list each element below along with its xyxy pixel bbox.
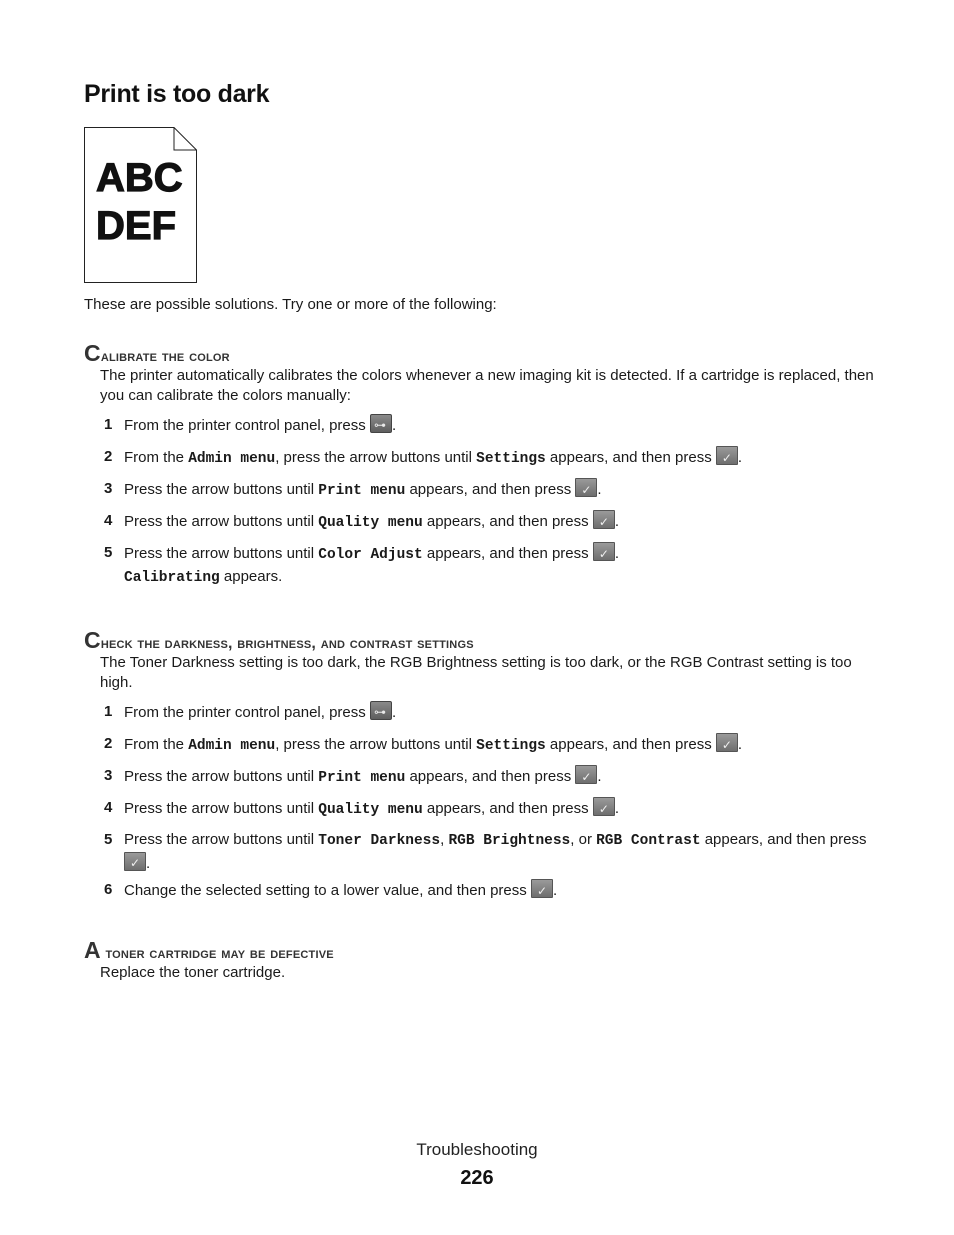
step-item: 4 Press the arrow buttons until Quality menu appears, and then press ✓ .	[84, 797, 884, 829]
step-list	[84, 701, 884, 911]
step-item: 1 From the printer control panel, press ⊶ .	[84, 701, 884, 733]
page-title: Print is too dark	[84, 80, 270, 108]
section-description: The Toner Darkness setting is too dark, the RGB Brightness setting is too dark, or the RGB Contrast setting is too high.	[100, 654, 852, 691]
step-item: 1 From the printer control panel, press ⊶ .	[84, 414, 884, 446]
section-description: The printer automatically calibrates the colors whenever a new imaging kit is detected. If a cartridge is replaced, then you can calibrate the colors manually:	[100, 367, 874, 404]
section-title: Check the darkness, brightness, and contrast settings	[84, 627, 474, 653]
calibrating-result: Calibrating appears.	[124, 568, 283, 586]
section-check-settings	[84, 627, 884, 911]
menu-key-icon	[370, 414, 392, 433]
select-check-icon	[716, 446, 738, 465]
section-title: A toner cartridge may be defective	[84, 937, 334, 963]
step-item: 5 Press the arrow buttons until Toner Darkness, RGB Brightness, or RGB Contrast appears, and then press ✓.	[84, 829, 884, 879]
select-check-icon	[593, 797, 615, 816]
section-calibrate-color	[84, 340, 884, 587]
select-check-icon	[716, 733, 738, 752]
page-number: 226	[460, 1167, 494, 1189]
step-item: 4 Press the arrow buttons until Quality menu appears, and then press ✓ .	[84, 510, 884, 542]
step-item: 3 Press the arrow buttons until Print menu appears, and then press ✓ .	[84, 478, 884, 510]
section-description: Replace the toner cartridge.	[100, 964, 286, 981]
section-toner-defective	[84, 937, 884, 983]
select-check-icon	[124, 852, 146, 871]
step-item: 5 Press the arrow buttons until Color Adjust appears, and then press ✓ .	[84, 542, 884, 568]
menu-key-icon	[370, 701, 392, 720]
step-item: 2 From the Admin menu, press the arrow buttons until Settings appears, and then press ✓ .	[84, 446, 884, 478]
section-title: Calibrate the color	[84, 340, 230, 366]
sample-text-line-2: DEF	[96, 204, 176, 248]
dark-print-sample-illustration	[84, 127, 197, 283]
footer-section-name: Troubleshooting	[416, 1140, 538, 1159]
select-check-icon	[593, 542, 615, 561]
sample-text-line-1: ABC	[96, 156, 183, 200]
step-list	[84, 414, 884, 568]
select-check-icon	[593, 510, 615, 529]
select-check-icon	[531, 879, 553, 898]
select-check-icon	[575, 478, 597, 497]
step-item: 6 Change the selected setting to a lower value, and then press ✓ .	[84, 879, 884, 911]
intro-text: These are possible solutions. Try one or more of the following:	[84, 296, 497, 313]
select-check-icon	[575, 765, 597, 784]
step-item: 3 Press the arrow buttons until Print menu appears, and then press ✓ .	[84, 765, 884, 797]
step-item: 2 From the Admin menu, press the arrow buttons until Settings appears, and then press ✓ .	[84, 733, 884, 765]
